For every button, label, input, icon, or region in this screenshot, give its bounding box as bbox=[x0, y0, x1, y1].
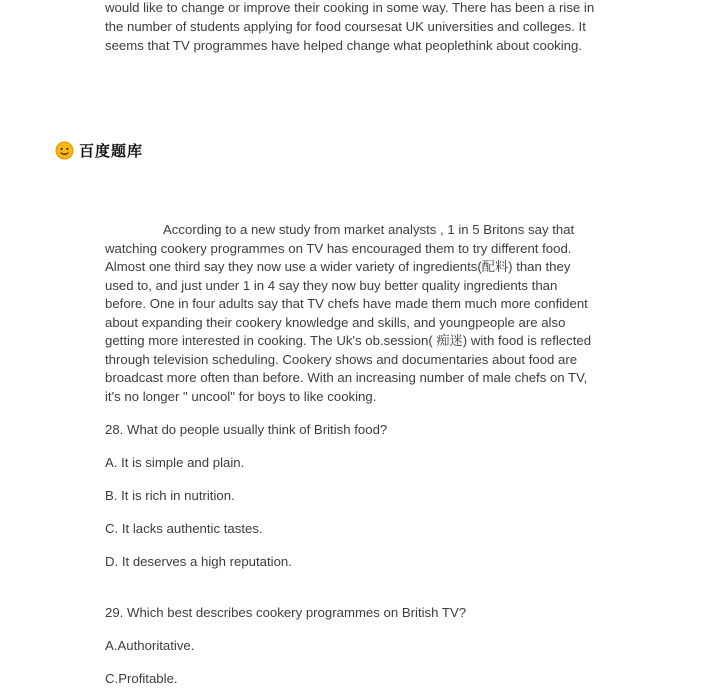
question-28-option-d: D. It deserves a high reputation. bbox=[105, 554, 292, 569]
question-28-option-a: A. It is simple and plain. bbox=[105, 455, 245, 470]
passage-main-paragraph: According to a new study from market analysts , 1 in 5 Britons say that watching cookery programmes on TV has encouraged them to try different food. Almost one third say they now use a wider variety of ingredients(配料) than they used to, and just under 1 in 4 say they now buy better quality ingredients than before. One in four adults say that TV chefs have made them much more confident about expanding their cookery knowledge and skills, and youngpeople are also getting more interested in cooking. The Uk's ob.session( 痴迷) with food is reflected through television scheduling. Cookery shows and documentaries about food are broadcast more often than before. With an increasing number of male chefs on TV, it's no longer " uncool" for boys to like cooking. bbox=[105, 222, 592, 404]
baidu-tiku-mascot-icon bbox=[55, 141, 74, 160]
question-28-option-b: B. It is rich in nutrition. bbox=[105, 488, 235, 503]
question-28-text: 28. What do people usually think of British food? bbox=[105, 422, 388, 437]
question-29-option-a: A.Authoritative. bbox=[105, 637, 195, 653]
question-29-text: 29. Which best describes cookery programmes on British TV? bbox=[105, 604, 467, 620]
baidu-tiku-logo-text: 百度题库 bbox=[79, 143, 144, 160]
question-28-option-c: C. It lacks authentic tastes. bbox=[105, 521, 263, 536]
passage-content bbox=[105, 221, 601, 697]
baidu-tiku-logo bbox=[55, 140, 143, 161]
question-28 bbox=[105, 421, 601, 572]
passage-intro-paragraph: would like to change or improve their cooking in some way. There has been a rise in the number of students applying for food coursesat UK universities and colleges. It seems that TV programmes have helped change what peoplethink about cooking. bbox=[105, 0, 595, 53]
question-29-option-c: C.Profitable. bbox=[105, 670, 178, 686]
question-29 bbox=[105, 604, 601, 689]
